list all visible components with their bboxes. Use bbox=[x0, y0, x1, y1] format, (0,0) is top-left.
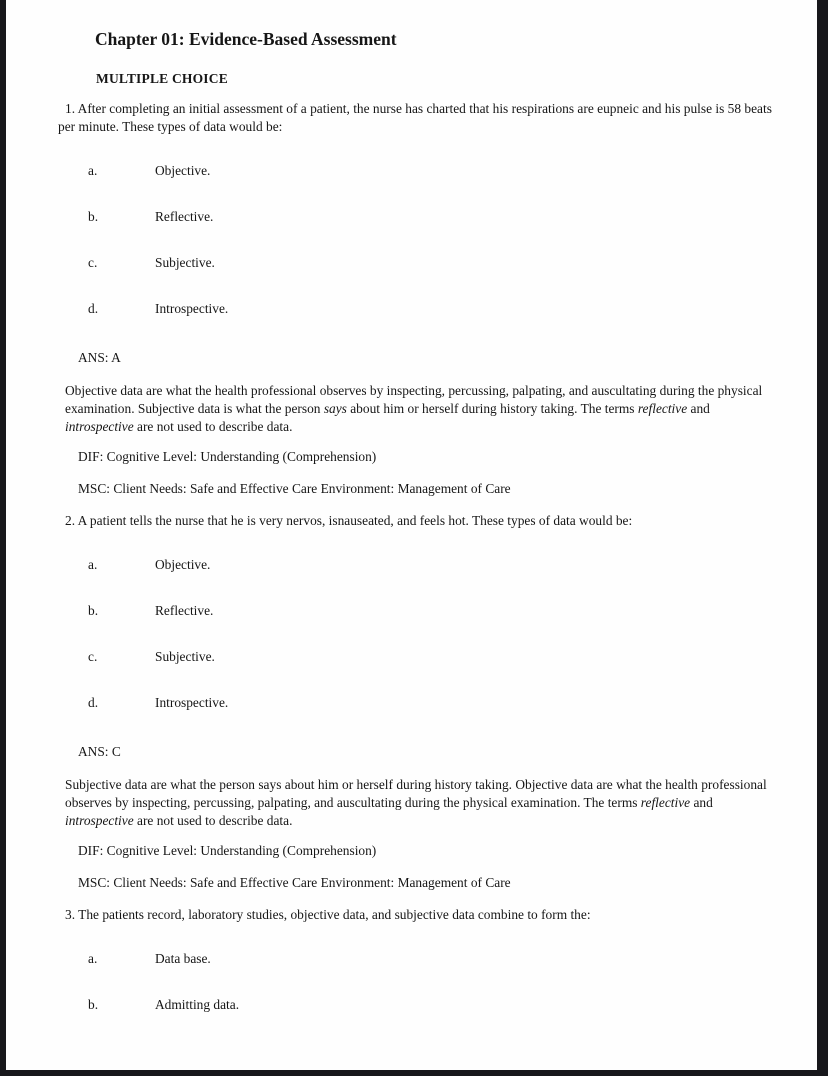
option-row bbox=[58, 556, 773, 574]
option-letter: c. bbox=[88, 255, 98, 270]
option-text: Reflective. bbox=[155, 209, 214, 224]
option-row bbox=[58, 694, 773, 712]
option-text: Objective. bbox=[155, 163, 211, 178]
dif-line: DIF: Cognitive Level: Understanding (Comprehension) bbox=[78, 449, 377, 464]
option-letter: b. bbox=[88, 209, 99, 224]
option-letter: a. bbox=[88, 951, 98, 966]
document-page bbox=[6, 0, 817, 1070]
question-block-2 bbox=[58, 512, 773, 892]
option-text: Introspective. bbox=[155, 695, 229, 710]
section-heading: MULTIPLE CHOICE bbox=[96, 71, 228, 86]
rationale-text: Objective data are what the health professional observes by inspecting, percussing, palpating, and auscultating during the physical examination. Subjective data is what the person says about him or herself during history taking. The terms reflective and introspective are not used to describe data. bbox=[65, 383, 763, 434]
answer-line: ANS: A bbox=[78, 350, 121, 365]
option-letter: a. bbox=[88, 557, 98, 572]
option-letter: a. bbox=[88, 163, 98, 178]
question-stem: 2. A patient tells the nurse that he is very nervos, isnauseated, and feels hot. These types of data would be: bbox=[65, 513, 633, 528]
options-list bbox=[58, 162, 773, 318]
frame-right-strip bbox=[817, 0, 828, 1076]
document-content bbox=[6, 0, 817, 1014]
option-row bbox=[58, 208, 773, 226]
question-stem: 1. After completing an initial assessment of a patient, the nurse has charted that his respirations are eupneic and his pulse is 58 beats per minute. These types of data would be: bbox=[58, 101, 772, 134]
msc-line: MSC: Client Needs: Safe and Effective Care Environment: Management of Care bbox=[78, 481, 511, 496]
option-text: Subjective. bbox=[155, 649, 215, 664]
question-block-1 bbox=[58, 100, 773, 498]
options-list bbox=[58, 950, 773, 1014]
option-text: Reflective. bbox=[155, 603, 214, 618]
option-letter: b. bbox=[88, 997, 99, 1012]
options-list bbox=[58, 556, 773, 712]
question-block-3 bbox=[58, 906, 773, 1014]
option-row bbox=[58, 950, 773, 968]
frame-bottom-strip bbox=[0, 1070, 828, 1076]
option-text: Subjective. bbox=[155, 255, 215, 270]
dif-line: DIF: Cognitive Level: Understanding (Comprehension) bbox=[78, 843, 377, 858]
option-letter: b. bbox=[88, 603, 99, 618]
option-row bbox=[58, 162, 773, 180]
option-text: Objective. bbox=[155, 557, 211, 572]
option-text: Introspective. bbox=[155, 301, 229, 316]
page-title: Chapter 01: Evidence-Based Assessment bbox=[95, 29, 397, 49]
option-letter: c. bbox=[88, 649, 98, 664]
option-row bbox=[58, 648, 773, 666]
option-row bbox=[58, 996, 773, 1014]
option-text: Admitting data. bbox=[155, 997, 240, 1012]
option-row bbox=[58, 254, 773, 272]
option-row bbox=[58, 602, 773, 620]
frame-left-strip bbox=[0, 0, 6, 1076]
option-text: Data base. bbox=[155, 951, 211, 966]
option-letter: d. bbox=[88, 695, 99, 710]
msc-line: MSC: Client Needs: Safe and Effective Care Environment: Management of Care bbox=[78, 875, 511, 890]
rationale-text: Subjective data are what the person says about him or herself during history taking. Objective data are what the health professional observes by inspecting, percussing, palpating, and auscultating during the physical examination. The terms reflective and introspective are not used to describe data. bbox=[65, 777, 767, 828]
question-stem: 3. The patients record, laboratory studies, objective data, and subjective data combine to form the: bbox=[65, 907, 591, 922]
option-row bbox=[58, 300, 773, 318]
option-letter: d. bbox=[88, 301, 99, 316]
answer-line: ANS: C bbox=[78, 744, 121, 759]
